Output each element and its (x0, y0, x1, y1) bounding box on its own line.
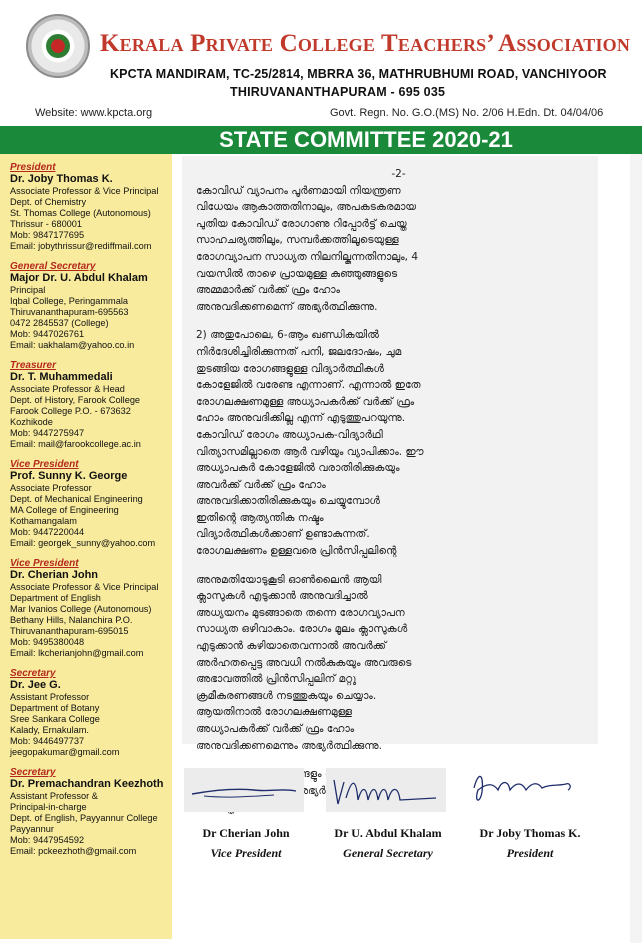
letter-line: അവർക്ക് വർക്ക് ഫ്രം ഹോം (196, 478, 326, 491)
member-detail: 0472 2845537 (College) (10, 318, 109, 328)
member-detail: Email: uakhalam@yahoo.co.in (10, 340, 135, 350)
letter-body (196, 166, 591, 828)
letter-paragraph (196, 572, 591, 755)
letter-line: അമ്മമാർക്ക് വർക്ക് ഫ്രം ഹോം (196, 284, 340, 297)
letter-line: കോവിഡ് വ്യാപനം പൂർണമായി നിയന്ത്രണ (196, 184, 401, 197)
member-detail: Mob: 9446497737 (10, 736, 85, 746)
committee-member (10, 360, 172, 450)
member-detail: Mob: 9447954592 (10, 835, 85, 845)
member-detail: Associate Professor (10, 483, 92, 493)
letter-paragraph (196, 327, 591, 559)
signature-president (468, 768, 580, 812)
member-detail: St. Thomas College (Autonomous) (10, 208, 151, 218)
letter-line: സാഹചര്യത്തിലും, സമ്പർക്കത്തിലൂടെയുള്ള (196, 234, 399, 247)
member-role: Treasurer (10, 360, 56, 371)
committee-sidebar (0, 154, 172, 939)
letter-line: അനുവദിക്കണമെന്ന് അഭ്യർത്ഥിക്കുന്നു. (196, 300, 378, 313)
member-detail: Department of English (10, 593, 101, 603)
committee-member (10, 162, 172, 252)
signature-general-secretary (326, 768, 446, 812)
member-name: Dr. T. Muhammedali (10, 371, 113, 383)
member-detail: Thiruvananthapuram-695015 (10, 626, 129, 636)
committee-member (10, 558, 172, 659)
member-detail: Dept. of History, Farook College (10, 395, 141, 405)
committee-member (10, 459, 172, 549)
member-detail: Mob: 9447275947 (10, 428, 85, 438)
page-number: -2- (391, 168, 406, 180)
member-detail: Mob: 9495380048 (10, 637, 85, 647)
member-detail: Associate Professor & Head (10, 384, 125, 394)
letter-line: അനുവദിക്കാതിരിക്കുകയും ചെയ്യുമ്പോൾ (196, 495, 380, 508)
member-detail: Dept. of English, Payyannur College (10, 813, 158, 823)
member-detail: Kothamangalam (10, 516, 77, 526)
letter-line: ആയതിനാൽ രോഗലക്ഷണമുള്ള (196, 706, 352, 719)
member-detail: jeegopakumar@gmail.com (10, 747, 120, 757)
letter-line: വിദ്യാർത്ഥികൾക്കാണ് ഉണ്ടാകുന്നത്. (196, 528, 370, 541)
letter-line: കോളേജിൽ വരേണ്ട എന്നാണ്. എന്നാൽ ഇതേ (196, 379, 421, 392)
letter-line: സാധ്യത ഒഴിവാകാം. രോഗം മൂലം ക്ലാസുകൾ (196, 623, 408, 636)
letter-line: കോവിഡ് രോഗം അധ്യാപക-വിദ്യാർഥി (196, 428, 383, 441)
member-detail: Kalady, Ernakulam. (10, 725, 89, 735)
member-role: President (10, 162, 56, 173)
address-line-1: KPCTA MANDIRAM, TC-25/2814, MBRRA 36, MATHRUBHUMI ROAD, VANCHIYOOR (110, 67, 607, 81)
member-name: Dr. Joby Thomas K. (10, 173, 113, 185)
letter-line: വിധേയം ആകാത്തതിനാലും, അപകടകരമായ (196, 201, 417, 214)
member-detail: Associate Professor & Vice Principal (10, 582, 159, 592)
member-detail: Bethany Hills, Nalanchira P.O. (10, 615, 133, 625)
member-detail: MA College of Engineering (10, 505, 119, 515)
signatory-name-3: Dr Joby Thomas K. (479, 826, 581, 840)
letter-line: നിർദേശിച്ചിരിക്കുന്നത് പനി, ജലദോഷം, ചുമ (196, 345, 402, 358)
letter-line: അഭാവത്തിൽ പ്രിൻസിപ്പലിന് മറ്റു (196, 673, 357, 686)
member-name: Dr. Jee G. (10, 679, 61, 691)
member-name: Dr. Cherian John (10, 569, 99, 581)
member-detail: Email: mail@farookcollege.ac.in (10, 439, 141, 449)
committee-title: STATE COMMITTEE 2020-21 (219, 127, 513, 152)
member-detail: Department of Botany (10, 703, 100, 713)
member-detail: Farook College P.O. - 673632 (10, 406, 131, 416)
letterhead (0, 0, 642, 128)
member-name: Prof. Sunny K. George (10, 470, 128, 482)
letter-line: എടുക്കാൻ കഴിയാതെവന്നാൽ അവർക്ക് (196, 640, 387, 653)
member-detail: Principal (10, 285, 46, 295)
member-role: Secretary (10, 767, 56, 778)
letter-line: രോഗലക്ഷണം ഉള്ളവരെ പ്രിൻസിപ്പലിന്റെ (196, 545, 397, 558)
signatory-name-1: Dr Cherian John (202, 826, 290, 840)
member-detail: Dept. of Mechanical Engineering (10, 494, 143, 504)
letter-line: അധ്യാപകർ കോളേജിൽ വരാതിരിക്കുകയും (196, 462, 400, 475)
member-name: Major Dr. U. Abdul Khalam (10, 272, 148, 284)
letter-line: വിത്യാസമില്ലാതെ ആർ വഴിയും വ്യാപിക്കാം. ഈ (196, 445, 424, 458)
signature-vice-president (184, 768, 304, 812)
committee-member (10, 668, 172, 758)
website-text: Website: www.kpcta.org (35, 107, 153, 119)
signatory-name-2: Dr U. Abdul Khalam (334, 826, 442, 840)
letter-line: ഹോം അനുവദിക്കില്ല എന്ന് എടുത്തുപറയുന്നു. (196, 412, 406, 425)
letter-paragraph (196, 183, 591, 316)
member-detail: Thrissur - 680001 (10, 219, 83, 229)
member-detail: Mob: 9447220044 (10, 527, 85, 537)
signatory-title-3: President (506, 846, 554, 860)
member-role: Vice President (10, 459, 79, 470)
member-role: Vice President (10, 558, 79, 569)
member-detail: Email: pckeezhoth@gmail.com (10, 846, 137, 856)
registration-text: Govt. Regn. No. G.O.(MS) No. 2/06 H.Edn. Dt. 04/04/06 (330, 107, 604, 119)
page-edge (630, 154, 642, 943)
letter-line: പുതിയ കോവിഡ് രോഗാണു റിപ്പോർട്ട് ചെയ്ത (196, 217, 407, 230)
letter-line: അധ്യാപകർക്ക് വർക്ക് ഫ്രം ഹോം (196, 723, 355, 735)
letter-line: ഇതിന്റെ ആത്യന്തിക നഷ്ടം (196, 511, 324, 524)
member-role: Secretary (10, 668, 56, 679)
letter-line: അനുമതിയോടുകൂടി ഓൺലൈൻ ആയി (196, 573, 382, 586)
member-detail: Email: georgek_sunny@yahoo.com (10, 538, 156, 548)
member-name: Dr. Premachandran Keezhoth (10, 778, 164, 790)
letter-line: ക്ലാസുകൾ എടുക്കാൻ അനുവദിച്ചാൽ (196, 590, 368, 603)
letter-line: ക്രമീകരണങ്ങൾ നടത്തുകയും ചെയ്യാം. (196, 689, 377, 702)
member-role: General Secretary (10, 261, 96, 272)
member-detail: Payyannur (10, 824, 54, 834)
letter-line: രോഗലക്ഷണമുള്ള അധ്യാപകർക്ക് വർക്ക് ഫ്രം (196, 395, 415, 408)
member-detail: Associate Professor & Vice Principal (10, 186, 159, 196)
member-detail: Sree Sankara College (10, 714, 100, 724)
member-detail: Mob: 9447026761 (10, 329, 85, 339)
letter-line: രോഗവ്യാപന സാധ്യത നിലനില്കുന്നതിനാലും, 4 (196, 250, 419, 263)
letter-line: അധ്യയനം മുടങ്ങാതെ തന്നെ രോഗവ്യാപന (196, 606, 405, 619)
member-detail: Dept. of Chemistry (10, 197, 87, 207)
committee-member (10, 261, 172, 351)
member-detail: Email: lkcherianjohn@gmail.com (10, 648, 144, 658)
association-logo (26, 14, 90, 78)
signatory-title-1: Vice President (210, 846, 282, 860)
member-detail: Iqbal College, Peringammala (10, 296, 128, 306)
letter-line: തുടങ്ങിയ രോഗങ്ങളുള്ള വിദ്യാർത്ഥികൾ (196, 362, 384, 375)
member-detail: Thiruvananthapuram-695563 (10, 307, 129, 317)
member-detail: Mar Ivanios College (Autonomous) (10, 604, 152, 614)
letter-line: 2) അതുപോലെ, 6-ആം ഖണ്ഡികയിൽ (196, 329, 379, 342)
member-detail: Kozhikode (10, 417, 53, 427)
committee-member (10, 767, 172, 857)
member-detail: Mob: 9847177695 (10, 230, 85, 240)
letter-line: വയസിൽ താഴെ പ്രായമുള്ള കുഞ്ഞുങ്ങളുടെ (196, 267, 398, 280)
letter-line: അർഹതപ്പെട്ട അവധി നൽകുകയും അവരുടെ (196, 656, 412, 669)
signatory-title-2: General Secretary (343, 846, 433, 860)
address-line-2: THIRUVANANTHAPURAM - 695 035 (230, 85, 446, 99)
member-detail: Assistant Professor (10, 692, 90, 702)
organization-name: Kerala Private College Teachers’ Association (100, 30, 631, 57)
member-detail: Principal-in-charge (10, 802, 87, 812)
member-detail: Email: jobythrissur@rediffmail.com (10, 241, 152, 251)
letter-line: അനുവദിക്കണമെന്നും അഭ്യർത്ഥിക്കുന്നു. (196, 739, 382, 752)
member-detail: Assistant Professor & (10, 791, 98, 801)
logo-emblem (46, 34, 70, 58)
